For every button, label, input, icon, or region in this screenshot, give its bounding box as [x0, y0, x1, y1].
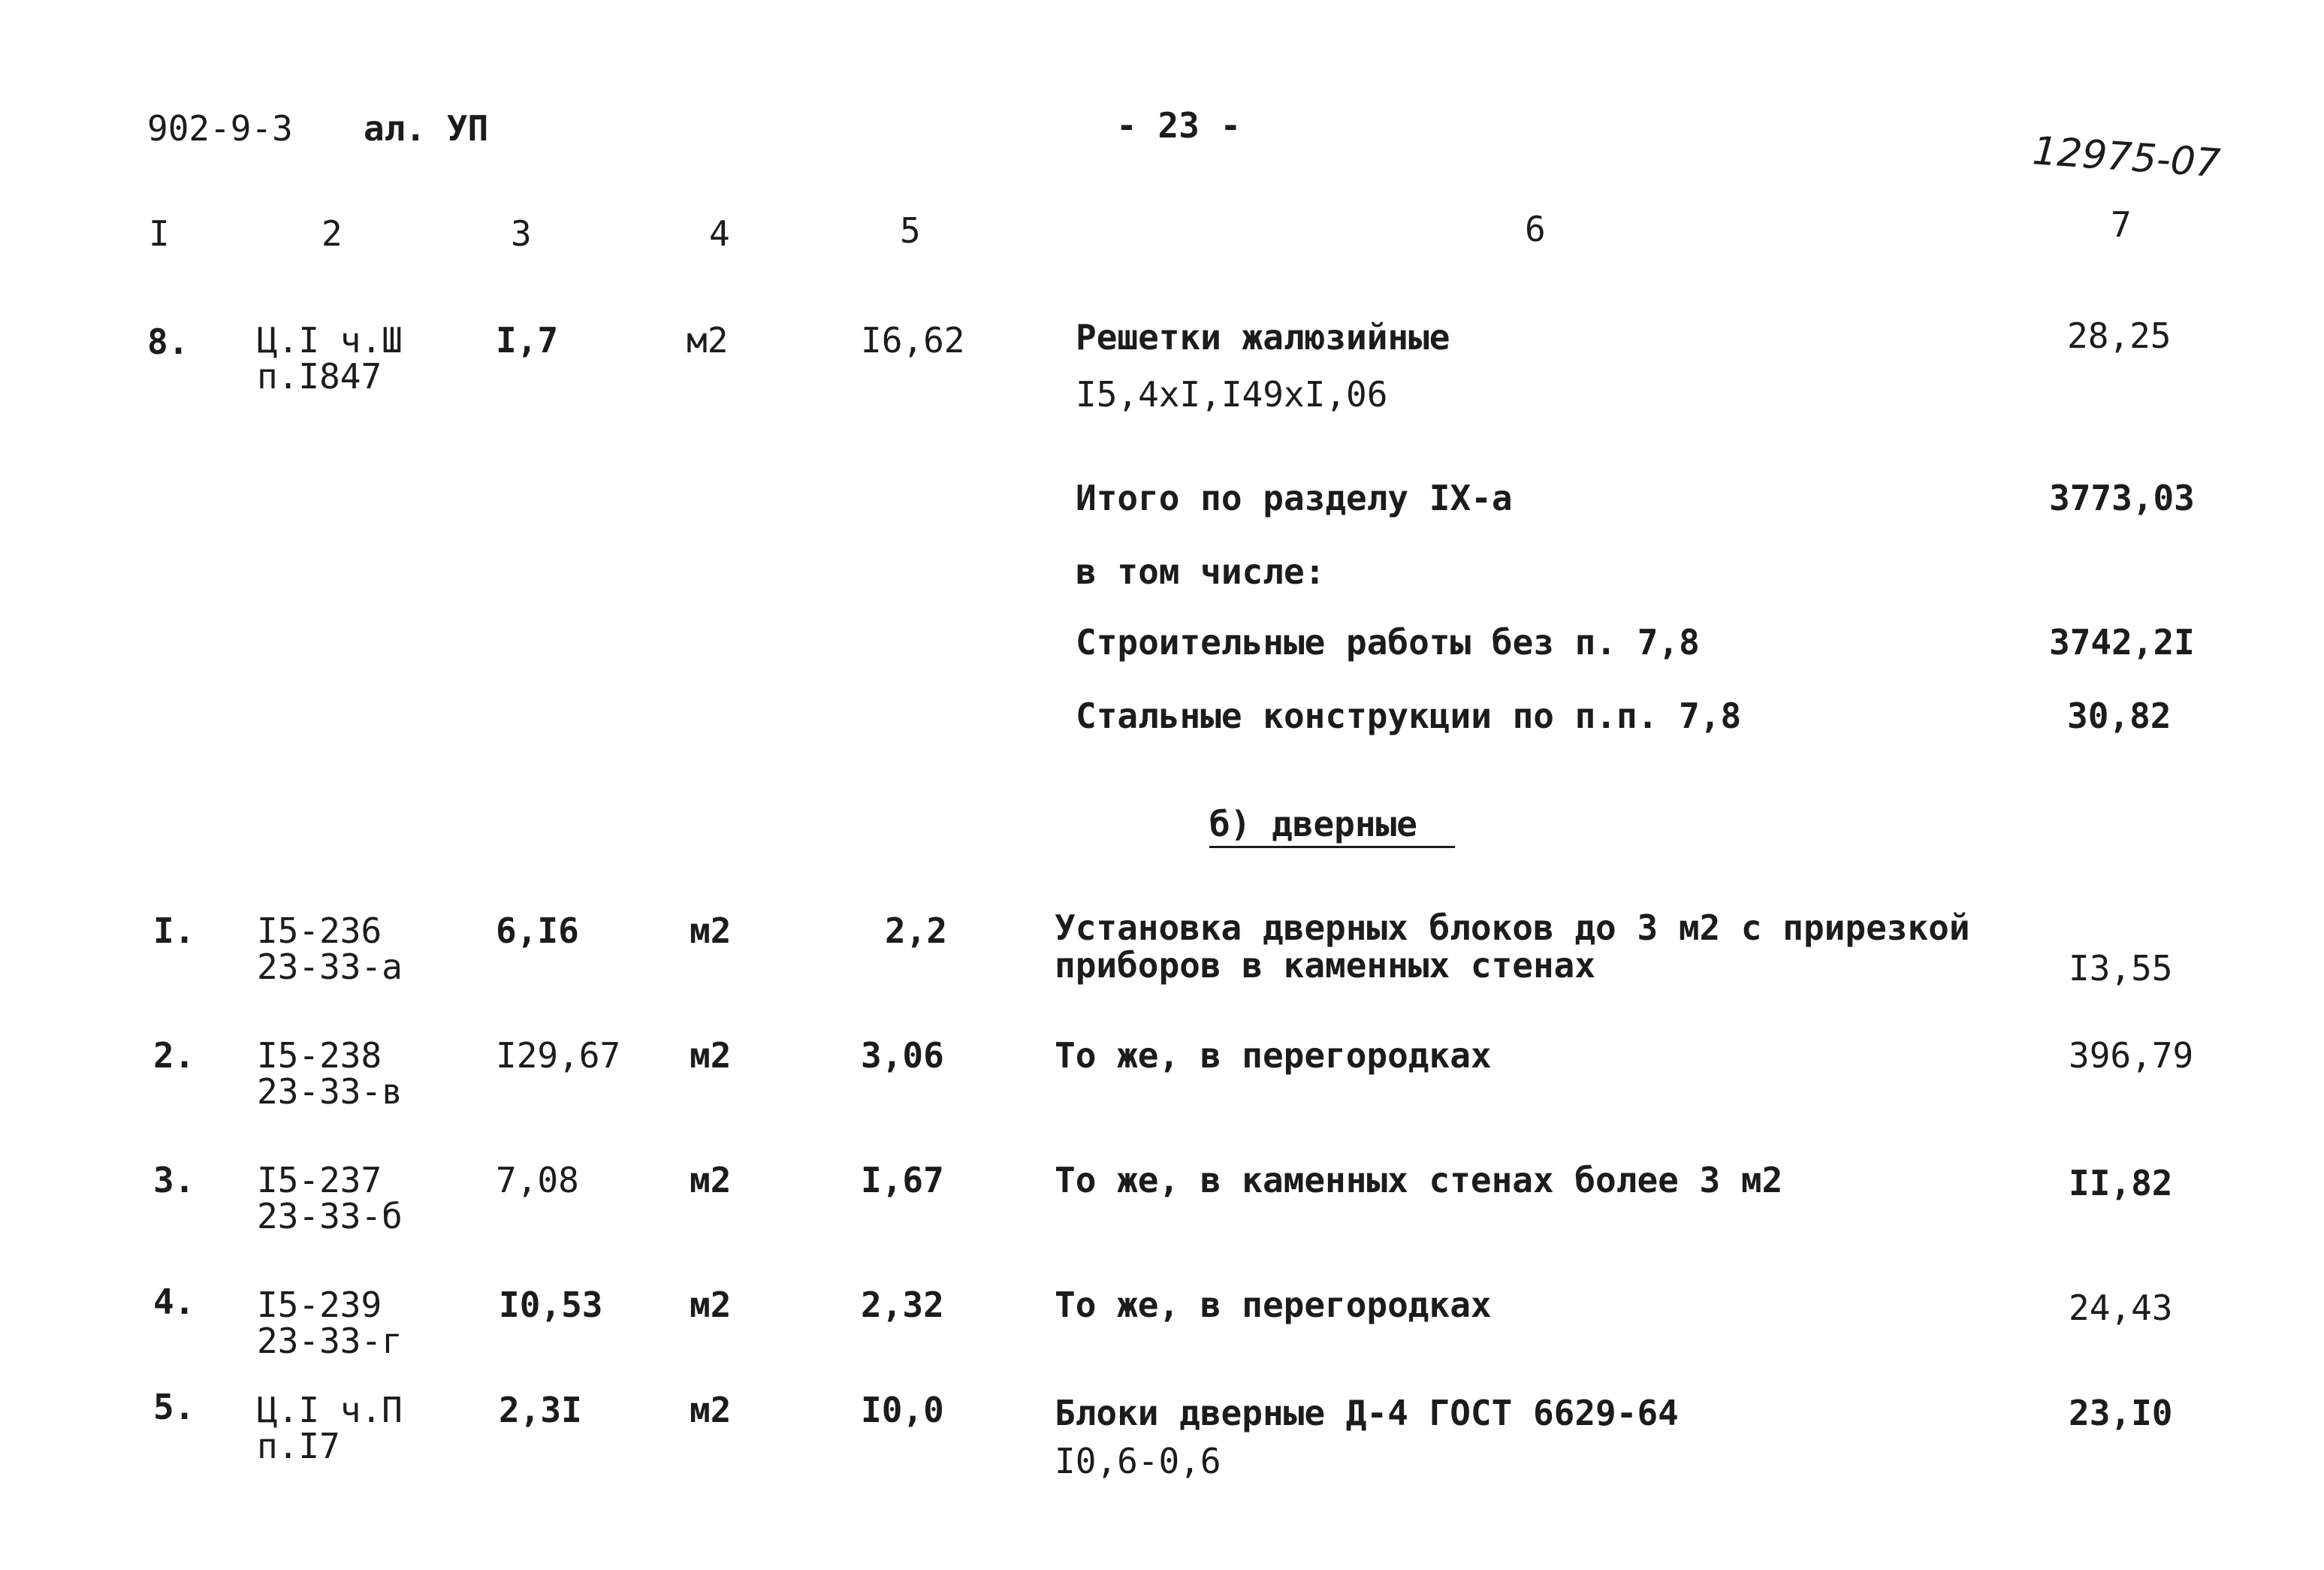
row-description: I5,4xI,I49xI,06 [1076, 374, 1388, 415]
row-description: То же, в перегородках [1055, 1285, 1492, 1325]
row-quantity: I29,67 [496, 1035, 621, 1076]
handwritten-number: 12975-07 [2030, 128, 2222, 187]
row-code: I5-237 [257, 1160, 382, 1200]
summary-label: Строительные работы без п. 7,8 [1076, 622, 1700, 663]
row-unit: м2 [687, 320, 729, 361]
row-quantity: 6,I6 [496, 910, 579, 951]
row-code: п.I7 [257, 1426, 340, 1466]
row-price: 2,32 [861, 1285, 944, 1325]
column-number: I [149, 213, 170, 254]
column-number: 2 [321, 213, 343, 254]
row-price: 3,06 [861, 1035, 944, 1076]
row-description: Решетки жалюзийные [1076, 317, 1450, 358]
summary-value: 3742,2I [2049, 622, 2195, 663]
row-code: 23-33-а [257, 947, 403, 987]
row-total: I3,55 [2069, 948, 2173, 989]
row-number: 3. [153, 1160, 195, 1200]
row-code: 23-33-б [257, 1196, 403, 1236]
row-price: I6,62 [861, 320, 965, 361]
row-unit: м2 [690, 910, 732, 951]
row-total: 396,79 [2069, 1035, 2194, 1076]
summary-label: в том числе: [1076, 551, 1326, 592]
row-code: Ц.I ч.Ш [257, 320, 403, 361]
row-description: Блоки дверные Д-4 ГОСТ 6629-64 [1055, 1393, 1679, 1433]
column-number: 3 [511, 213, 532, 254]
row-code: 23-33-в [257, 1071, 403, 1112]
row-price: I0,0 [861, 1390, 944, 1430]
row-description: То же, в каменных стенах более 3 м2 [1055, 1160, 1783, 1200]
row-unit: м2 [690, 1390, 732, 1430]
summary-value: 3773,03 [2049, 478, 2195, 518]
row-total: II,82 [2069, 1163, 2173, 1203]
column-number: 4 [709, 213, 730, 254]
section-title: б) дверные [1209, 805, 1455, 848]
column-number: 6 [1525, 209, 1546, 249]
row-description: I0,6-0,6 [1055, 1441, 1221, 1481]
row-code: I5-239 [257, 1285, 382, 1325]
row-price: I,67 [861, 1160, 944, 1200]
row-unit: м2 [690, 1285, 732, 1325]
row-total: 24,43 [2069, 1288, 2173, 1328]
column-number: 7 [2111, 204, 2132, 245]
row-total: 23,I0 [2069, 1393, 2173, 1433]
row-price: 2,2 [885, 910, 948, 951]
row-number: 8. [147, 322, 189, 362]
row-number: 2. [153, 1035, 195, 1076]
row-code: Ц.I ч.П [257, 1390, 403, 1430]
row-description: То же, в перегородках [1055, 1035, 1492, 1076]
doc-code: 902-9-3 [147, 108, 293, 149]
summary-label: Итого по разделу IX-а [1076, 478, 1513, 518]
summary-value: 30,82 [2067, 696, 2172, 736]
album-number: ал. УП [364, 108, 489, 149]
row-description: приборов в каменных стенах [1055, 945, 1596, 986]
row-number: 4. [153, 1282, 195, 1322]
row-code: I5-238 [257, 1035, 382, 1076]
page-number: - 23 - [1116, 105, 1242, 146]
row-quantity: 2,3I [499, 1390, 582, 1430]
row-code: 23-33-г [257, 1321, 403, 1361]
row-code: I5-236 [257, 910, 382, 951]
row-description: Установка дверных блоков до 3 м2 с прирезкой [1055, 907, 1970, 948]
row-unit: м2 [690, 1035, 732, 1076]
column-number: 5 [900, 210, 921, 251]
row-total: 28,25 [2067, 316, 2172, 356]
row-number: I. [153, 910, 195, 951]
row-quantity: I0,53 [499, 1285, 603, 1325]
row-unit: м2 [690, 1160, 732, 1200]
row-number: 5. [153, 1387, 195, 1427]
summary-label: Стальные конструкции по п.п. 7,8 [1076, 696, 1742, 736]
row-quantity: I,7 [496, 320, 559, 361]
row-code: п.I847 [257, 356, 382, 397]
row-quantity: 7,08 [496, 1160, 579, 1200]
